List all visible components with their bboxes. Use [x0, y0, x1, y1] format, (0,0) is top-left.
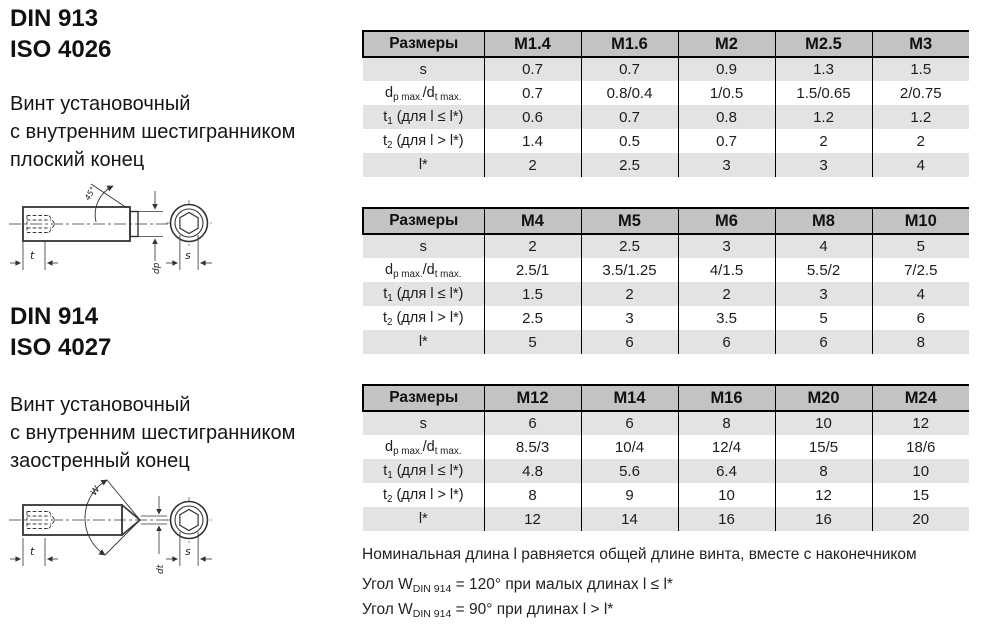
table-row — [363, 306, 969, 330]
standard-title-din913 — [10, 3, 111, 65]
footnote-1: Номинальная длина l равняется общей длине винта, вместе с наконечником — [362, 546, 917, 563]
dimensions-table-2 — [362, 207, 969, 354]
value-cell: 4 — [872, 153, 969, 177]
table-row — [363, 57, 969, 81]
value-cell: 1.5 — [872, 57, 969, 81]
value-cell: 15 — [872, 483, 969, 507]
chamfer-angle-label: 45° — [82, 185, 98, 202]
value-cell: 4 — [872, 282, 969, 306]
value-cell: 3.5/1.25 — [581, 258, 678, 282]
dim-label-dp: dp — [152, 262, 162, 274]
table-row — [363, 330, 969, 354]
table-corner-header: Размеры — [363, 31, 484, 57]
value-cell: 12/4 — [678, 435, 775, 459]
desc2-line2: с внутренним шестигранником — [10, 422, 296, 444]
row-label: t2 (для l > l*) — [382, 310, 464, 328]
value-cell: 6.4 — [678, 459, 775, 483]
row-label: t1 (для l ≤ l*) — [363, 105, 484, 129]
row-label: dp max./dt max. — [384, 439, 462, 457]
value-cell: 0.7 — [484, 81, 581, 105]
value-cell: 2.5 — [581, 234, 678, 258]
outer-circle — [171, 205, 208, 242]
column-header-m5: M5 — [581, 208, 678, 234]
standard-title-din914 — [10, 301, 111, 363]
value-cell: 6 — [775, 330, 872, 354]
desc1-line2: с внутренним шестигранником — [10, 121, 296, 143]
value-cell: 6 — [581, 330, 678, 354]
end-view — [166, 200, 212, 246]
value-cell: 14 — [581, 507, 678, 531]
value-cell: 2.5 — [484, 306, 581, 330]
value-cell: 3.5 — [678, 306, 775, 330]
value-cell: 0.7 — [581, 57, 678, 81]
row-label: t2 (для l > l*) — [382, 487, 464, 505]
value-cell: 8 — [678, 411, 775, 435]
table-corner-header: Размеры — [363, 385, 484, 411]
column-header-m3: M3 — [872, 31, 969, 57]
column-header-m16: M16 — [678, 385, 775, 411]
value-cell: 10/4 — [581, 435, 678, 459]
value-cell: 3 — [775, 153, 872, 177]
cone-point-upper — [122, 505, 140, 520]
value-cell: 5.6 — [581, 459, 678, 483]
value-cell: 3 — [678, 153, 775, 177]
value-cell: 12 — [872, 411, 969, 435]
value-cell: 2 — [678, 282, 775, 306]
chamfer-angle-arc — [95, 186, 113, 222]
column-header-m2: M2 — [678, 31, 775, 57]
value-cell: 4.8 — [484, 459, 581, 483]
value-cell: 0.7 — [678, 129, 775, 153]
table-row — [363, 459, 969, 483]
footnote-3: Угол WDIN 914 = 90° при длинах l > l* — [362, 601, 614, 620]
value-cell: 5.5/2 — [775, 258, 872, 282]
din914-drawing — [5, 466, 235, 593]
value-cell: 0.8 — [678, 105, 775, 129]
value-cell: 3 — [775, 282, 872, 306]
dimension-tables-container — [362, 30, 968, 531]
row-label: t1 (для l ≤ l*) — [363, 282, 484, 306]
column-header-m12: M12 — [484, 385, 581, 411]
footnotes-container — [362, 543, 968, 623]
value-cell: 10 — [775, 411, 872, 435]
footnote-2: Угол WDIN 914 = 120° при малых длинах l ≤ l* — [362, 576, 673, 595]
value-cell: 16 — [775, 507, 872, 531]
dimension-dt — [141, 496, 167, 554]
column-header-m1.6: M1.6 — [581, 31, 678, 57]
point-angle-label: W — [89, 484, 103, 498]
description-din913 — [10, 90, 295, 174]
value-cell: 6 — [872, 306, 969, 330]
dim-label-t: t — [30, 249, 35, 262]
value-cell: 1.2 — [775, 105, 872, 129]
row-label: dp max./dt max. — [384, 85, 462, 103]
value-cell: 10 — [678, 483, 775, 507]
dim-label-dt: dt — [156, 564, 166, 574]
value-cell: 8.5/3 — [484, 435, 581, 459]
value-cell: 6 — [678, 330, 775, 354]
outer-circle — [171, 502, 208, 539]
value-cell: 10 — [872, 459, 969, 483]
value-cell: 16 — [678, 507, 775, 531]
value-cell: 3 — [581, 306, 678, 330]
column-header-m2.5: M2.5 — [775, 31, 872, 57]
row-label: l* — [363, 507, 484, 531]
table-row — [363, 507, 969, 531]
value-cell: 2 — [775, 129, 872, 153]
value-cell: 2 — [484, 234, 581, 258]
value-cell: 1.3 — [775, 57, 872, 81]
column-header-m24: M24 — [872, 385, 969, 411]
value-cell: 0.8/0.4 — [581, 81, 678, 105]
column-header-m8: M8 — [775, 208, 872, 234]
dim-label-s: s — [185, 249, 191, 262]
description-din914 — [10, 391, 295, 475]
table-row — [363, 411, 969, 435]
value-cell: 2/0.75 — [872, 81, 969, 105]
row-label: s — [363, 57, 484, 81]
value-cell: 8 — [872, 330, 969, 354]
value-cell: 1.2 — [872, 105, 969, 129]
desc1-line3: плоский конец — [10, 149, 145, 171]
table-row — [363, 129, 969, 153]
value-cell: 0.9 — [678, 57, 775, 81]
value-cell: 2.5 — [581, 153, 678, 177]
value-cell: 6 — [581, 411, 678, 435]
value-cell: 2 — [581, 282, 678, 306]
table-row — [363, 234, 969, 258]
dimensions-table-3 — [362, 384, 969, 531]
value-cell: 8 — [484, 483, 581, 507]
value-cell: 5 — [872, 234, 969, 258]
row-label: t2 (для l > l*) — [382, 133, 464, 151]
value-cell: 3 — [678, 234, 775, 258]
dimension-dp — [132, 191, 163, 261]
iso4027-label: ISO 4027 — [10, 334, 112, 361]
column-header-m4: M4 — [484, 208, 581, 234]
value-cell: 7/2.5 — [872, 258, 969, 282]
table-row — [363, 483, 969, 507]
value-cell: 1.5 — [484, 282, 581, 306]
desc1-line1: Винт установочный — [10, 93, 191, 115]
column-header-m14: M14 — [581, 385, 678, 411]
row-label: dp max./dt max. — [384, 262, 462, 280]
table-row — [363, 282, 969, 306]
value-cell: 0.5 — [581, 129, 678, 153]
value-cell: 5 — [484, 330, 581, 354]
value-cell: 20 — [872, 507, 969, 531]
column-header-m20: M20 — [775, 385, 872, 411]
value-cell: 2 — [484, 153, 581, 177]
value-cell: 4 — [775, 234, 872, 258]
value-cell: 1.5/0.65 — [775, 81, 872, 105]
iso4026-label: ISO 4026 — [10, 36, 112, 63]
column-header-m10: M10 — [872, 208, 969, 234]
row-label: t1 (для l ≤ l*) — [363, 459, 484, 483]
value-cell: 12 — [775, 483, 872, 507]
dimensions-table-1 — [362, 30, 969, 177]
row-label: l* — [363, 153, 484, 177]
value-cell: 6 — [484, 411, 581, 435]
end-view — [166, 497, 212, 543]
value-cell: 0.6 — [484, 105, 581, 129]
din913-label: DIN 913 — [10, 5, 99, 32]
table-row — [363, 105, 969, 129]
row-label: s — [363, 234, 484, 258]
value-cell: 12 — [484, 507, 581, 531]
row-label: l* — [363, 330, 484, 354]
value-cell: 1/0.5 — [678, 81, 775, 105]
value-cell: 8 — [775, 459, 872, 483]
column-header-m1.4: M1.4 — [484, 31, 581, 57]
dim-label-t: t — [30, 545, 35, 558]
value-cell: 2 — [872, 129, 969, 153]
value-cell: 9 — [581, 483, 678, 507]
value-cell: 4/1.5 — [678, 258, 775, 282]
value-cell: 18/6 — [872, 435, 969, 459]
tables-and-notes-column — [362, 30, 968, 623]
value-cell: 0.7 — [581, 105, 678, 129]
row-label: s — [363, 411, 484, 435]
desc2-line3: заостренный конец — [10, 450, 190, 472]
table-row — [363, 435, 969, 459]
value-cell: 5 — [775, 306, 872, 330]
dim-label-s: s — [185, 545, 191, 558]
value-cell: 1.4 — [484, 129, 581, 153]
table-row — [363, 258, 969, 282]
value-cell: 2.5/1 — [484, 258, 581, 282]
value-cell: 15/5 — [775, 435, 872, 459]
value-cell: 0.7 — [484, 57, 581, 81]
table-corner-header: Размеры — [363, 208, 484, 234]
column-header-m6: M6 — [678, 208, 775, 234]
table-row — [363, 81, 969, 105]
desc2-line1: Винт установочный — [10, 394, 191, 416]
table-row — [363, 153, 969, 177]
din914-label: DIN 914 — [10, 303, 99, 330]
din913-drawing — [5, 177, 235, 282]
